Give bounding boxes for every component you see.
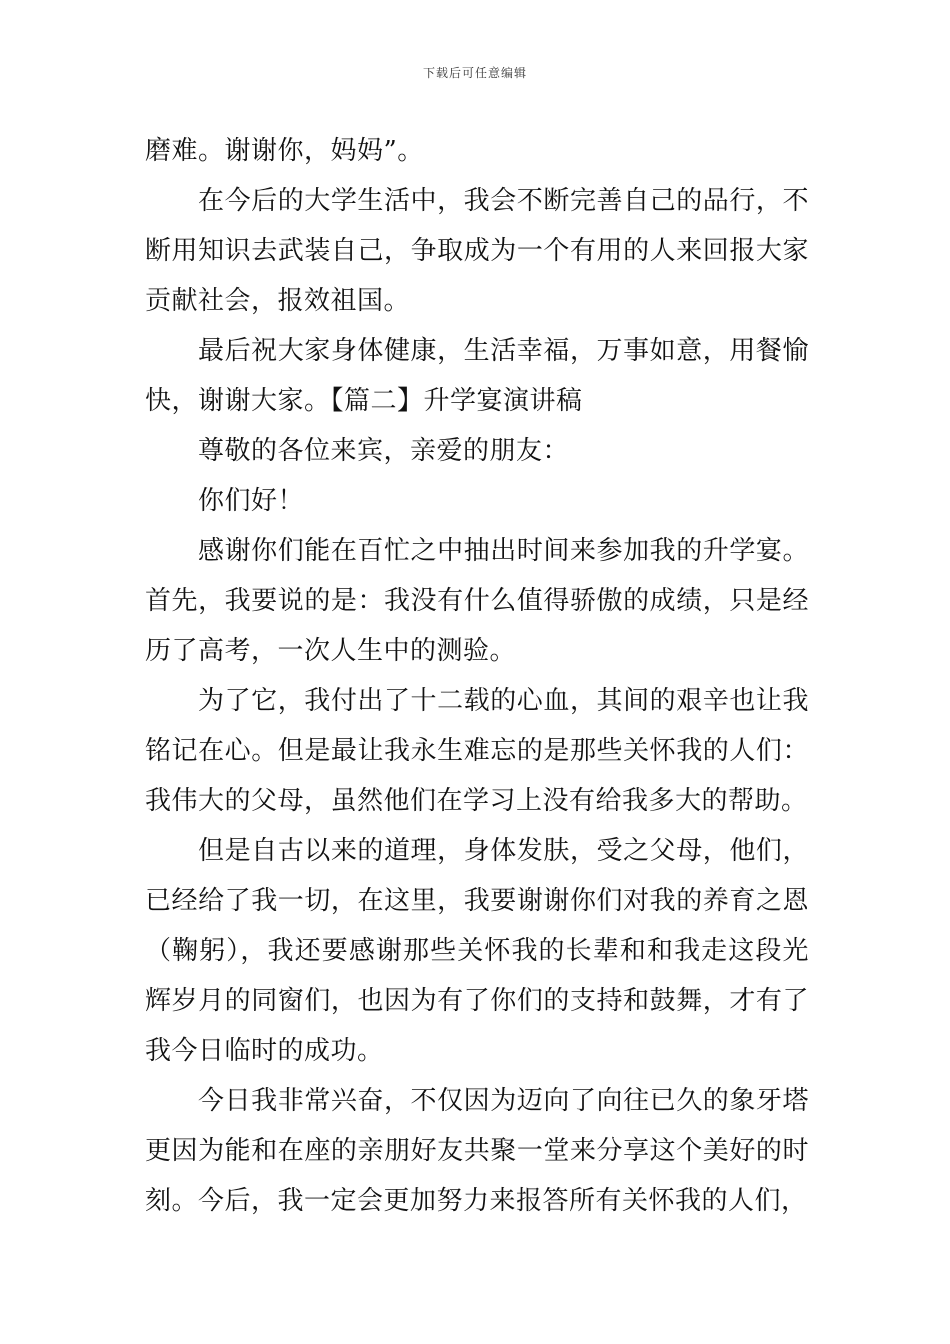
paragraph: 最后祝大家身体健康，生活幸福，万事如意，用餐愉快，谢谢大家。【篇二】升学宴演讲稿 <box>145 336 809 416</box>
paragraph: 为了它，我付出了十二载的心血，其间的艰辛也让我铭记在心。但是最让我永生难忘的是那些关怀我的人们：我伟大的父母，虽然他们在学习上没有给我多大的帮助。 <box>145 686 809 816</box>
page-header: 下载后可任意编辑 <box>422 66 527 80</box>
document-body <box>145 126 809 1226</box>
paragraph: 磨难。谢谢你，妈妈”。 <box>145 136 424 166</box>
paragraph: 感谢你们能在百忙之中抽出时间来参加我的升学宴。首先，我要说的是：我没有什么值得骄傲的成绩，只是经历了高考，一次人生中的测验。 <box>145 536 809 666</box>
paragraph: 但是自古以来的道理，身体发肤，受之父母，他们，已经给了我一切，在这里，我要谢谢你们对我的养育之恩（鞠躬），我还要感谢那些关怀我的长辈和和我走这段光辉岁月的同窗们，也因为有了你们的支持和鼓舞，才有了我今日临时的成功。 <box>145 836 809 1066</box>
paragraph: 尊敬的各位来宾，亲爱的朋友： <box>198 436 570 466</box>
paragraph: 你们好！ <box>198 486 305 516</box>
paragraph: 今日我非常兴奋，不仅因为迈向了向往已久的象牙塔更因为能和在座的亲朋好友共聚一堂来分享这个美好的时刻。今后，我一定会更加努力来报答所有关怀我的人们， <box>145 1086 809 1216</box>
paragraph: 在今后的大学生活中，我会不断完善自己的品行，不断用知识去武装自己，争取成为一个有用的人来回报大家贡献社会，报效祖国。 <box>145 186 809 316</box>
